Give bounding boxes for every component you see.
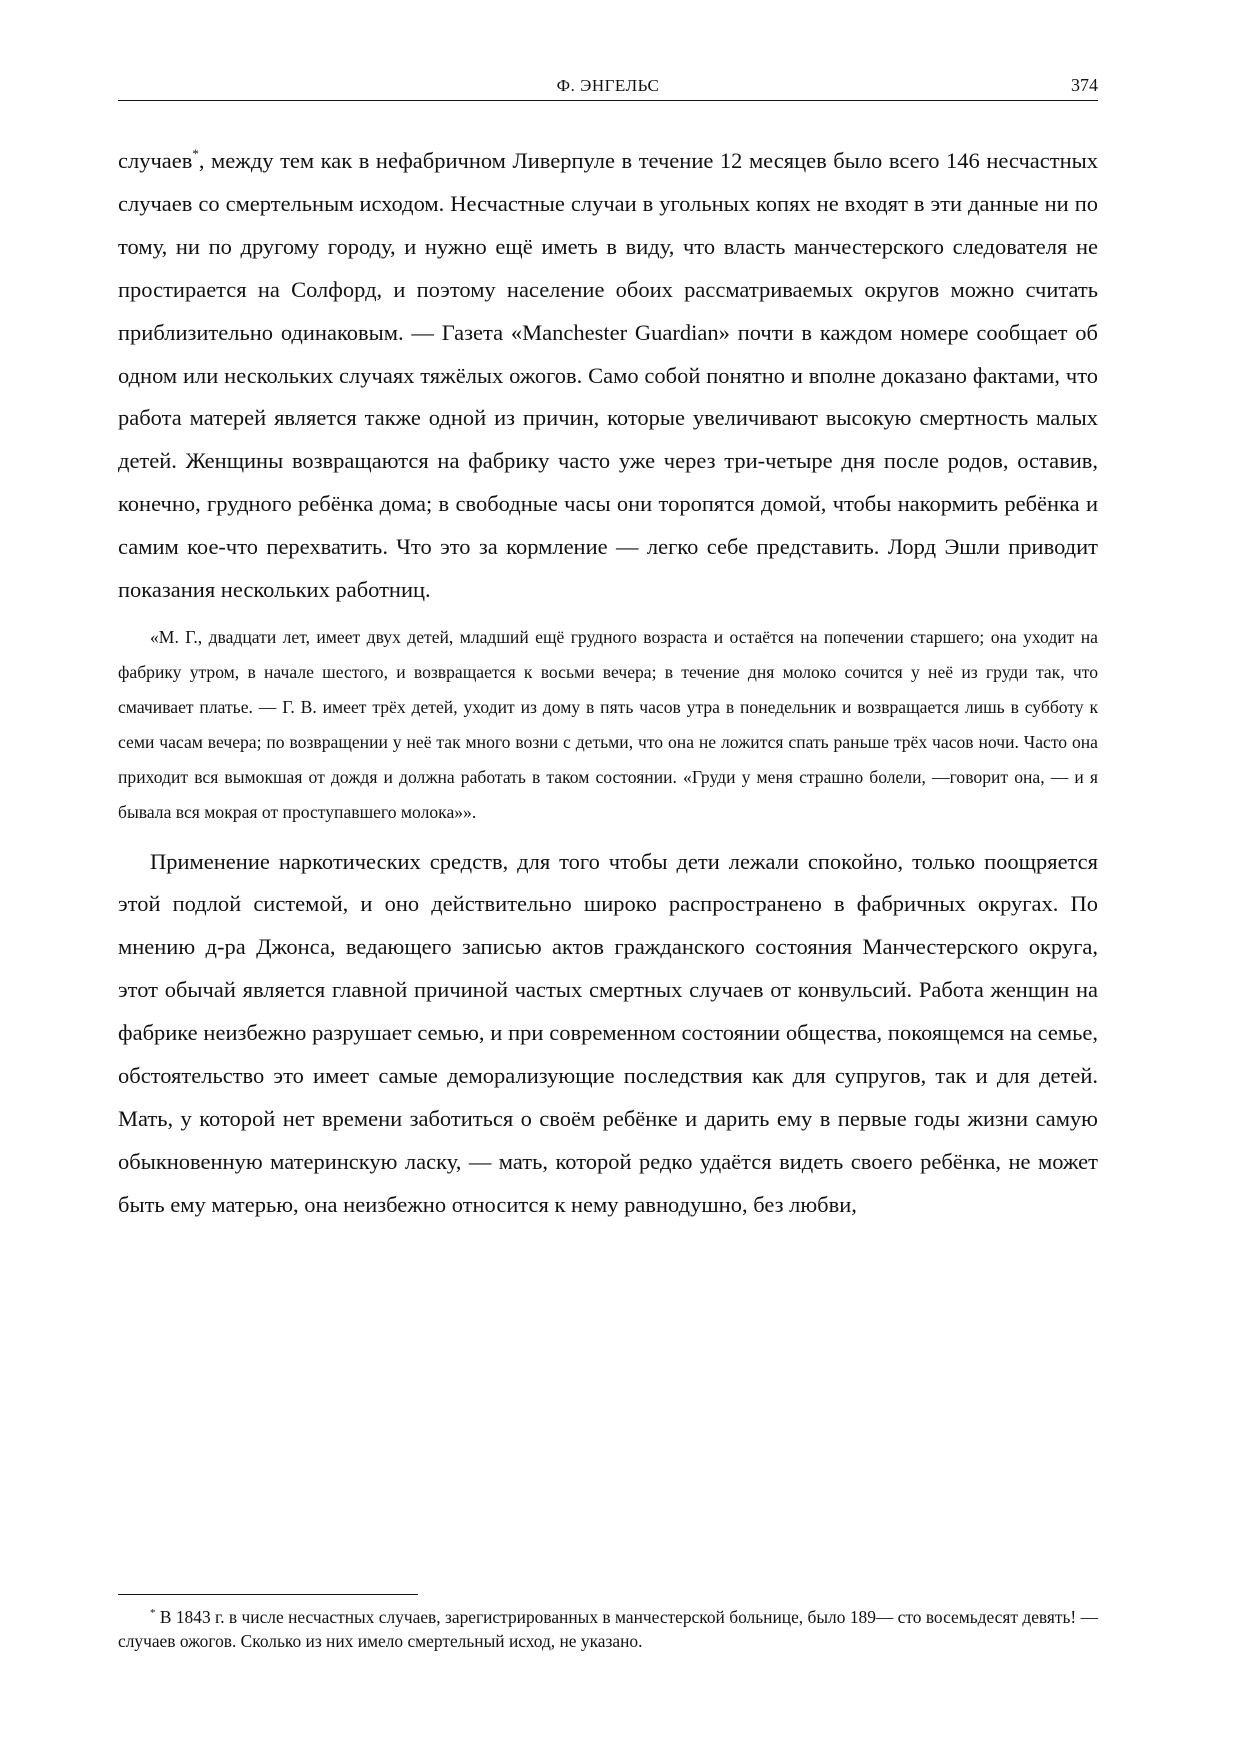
paragraph-1-start: случаев [118,148,193,173]
paragraph-1 [118,140,1098,612]
footnote-mark: * [150,1607,156,1620]
footnote-divider [118,1594,418,1595]
page-number: 374 [1071,75,1098,95]
footnote [118,1606,1098,1653]
main-text [118,140,1098,1227]
footnote-text: В 1843 г. в числе несчастных случаев, зарегистрированных в манчестерской больнице, было 189— сто восемьдесят девять! — случаев ожогов. Сколько из них имело смертельный исход, не указано. [118,1607,1098,1651]
paragraph-2: Применение наркотических средств, для того чтобы дети лежали спокойно, только поощряется этой подлой системой, и оно действительно широко распространено в фабричных округах. По мнению д-ра Джонса, ведающего записью актов гражданского состояния Манчестерского округа, этот обычай является главной причиной частых смертных случаев от конвульсий. Работа женщин на фабрике неизбежно разрушает семью, и при современном состоянии общества, покоящемся на семье, обстоятельство это имеет самые деморализующие последствия как для супругов, так и для детей. Мать, у которой нет времени заботиться о своём ребёнке и дарить ему в первые годы жизни самую обыкновенную материнскую ласку, — мать, которой редко удаётся видеть своего ребёнка, не может быть ему матерью, она неизбежно относится к нему равнодушно, без любви, [118,848,1098,1217]
paragraph-1-rest: , между тем как в нефабричном Ливерпуле в течение 12 месяцев было всего 146 несчастных случаев со смертельным исходом. Несчастные случаи в угольных копях не входят в эти данные ни по тому, ни по другому городу, и нужно ещё иметь в виду, что власть манчестерского следователя не простирается на Солфорд, и поэтому население обоих рассматриваемых округов можно считать приблизительно одинаковым. — Газета «Manchester Guardian» почти в каждом номере сообщает об одном или нескольких случаях тяжёлых ожогов. Само собой понятно и вполне доказано фактами, что работа матерей является также одной из причин, которые увеличивают высокую смертность малых детей. Женщины возвращаются на фабрику часто уже через три-четыре дня после родов, оставив, конечно, грудного ребёнка дома; в свободные часы они торопятся домой, чтобы накормить ребёнка и самим кое-что перехватить. Что это за кормление — легко себе представить. Лорд Эшли приводит показания нескольких работниц. [118,148,1098,603]
footnote-reference: * [192,145,199,161]
quote-text: «М. Г., двадцати лет, имеет двух детей, младший ещё грудного возраста и остаётся на попечении старшего; она уходит на фабрику утром, в начале шестого, и возвращается к восьми вечера; в течение дня молоко сочится у неё из груди так, что смачивает платье. — Г. В. имеет трёх детей, уходит из дому в пять часов утра в понедельник и возвращается лишь в субботу к семи часам вечера; по возвращении у неё так много возни с детьми, что она не ложится спать раньше трёх часов ночи. Часто она приходит вся вымокшая от дождя и должна работать в таком состоянии. «Груди у меня страшно болели, —говорит она, — и я бывала вся мокрая от проступавшего молока»». [118,626,1098,823]
header-author: Ф. ЭНГЕЛЬС [556,76,660,95]
block-quote [118,620,1098,831]
running-header [118,74,1098,101]
